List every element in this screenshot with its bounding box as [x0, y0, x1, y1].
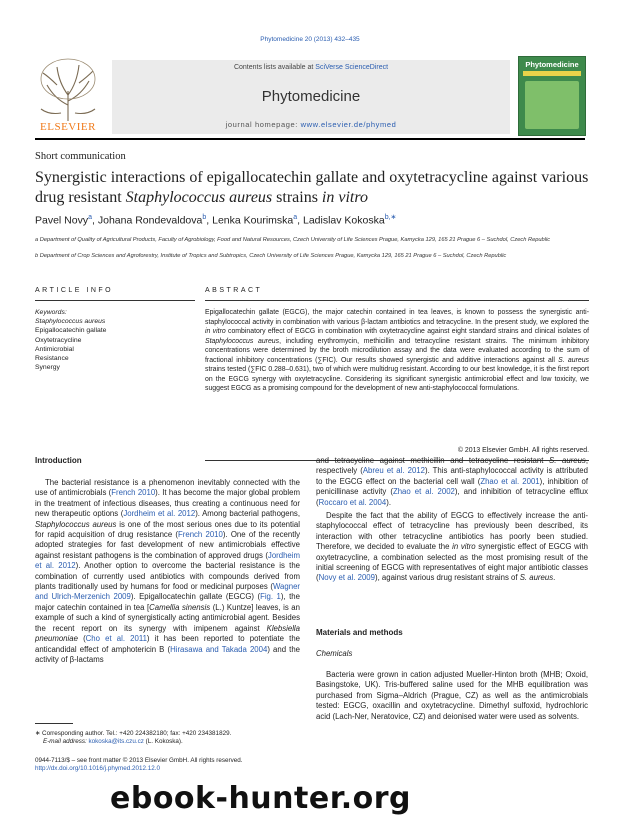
- issn-block: [35, 757, 300, 774]
- text-segment: The bacterial resistance is a phenomenon inevitably connected with the use of antimicrobials (: [35, 478, 300, 498]
- article-type: Short communication: [35, 151, 126, 162]
- journal-reference[interactable]: Phytomedicine 20 (2013) 432–435: [260, 36, 360, 43]
- watermark-text: ebook-hunter.org: [110, 781, 411, 816]
- keyword-item: Resistance: [35, 355, 69, 363]
- text-segment: ). One of the recently adopted strategies for fast development of new antimicrobials effective against resistant pathogens is the combination of approved drugs (: [35, 530, 300, 560]
- citation-link[interactable]: Jordheim et al. 2012: [123, 509, 196, 519]
- citation-link[interactable]: Cho et al. 2011: [85, 634, 147, 644]
- text-segment: ). This anti-staphylococcal activity is attributed to the EGCG effect on the bacterial cell wall (: [316, 466, 588, 486]
- text-segment: ) it has been reported to potentiate the anticandidal effect of amphotericin B (: [35, 634, 300, 654]
- keyword-item: Epigallocatechin gallate: [35, 327, 107, 335]
- keywords-list: [35, 308, 195, 372]
- corresponding-author-footnote: [35, 730, 300, 747]
- species-name: Camellia sinensis: [149, 602, 211, 612]
- text-segment: ). Epigallocatechin gallate (EGCG) (: [130, 592, 261, 602]
- author-list: Pavel Novy$^a$, Johana Rondevaldova$^b$, Lenka Kourimska$^a$, Ladislav Kokoska$^{b,∗}$: [35, 214, 397, 227]
- text-segment: , respectively (: [316, 456, 589, 476]
- abstract-segment: Epigallocatechin gallate (EGCG), the major catechin contained in tea leaves, is known to possess the synergistic anti-staphylococcal activity in combination with various β-lactam antibiotics and tetracycline. In the present study, we explored the: [205, 309, 589, 326]
- keyword-item: Antimicrobial: [35, 345, 74, 353]
- author-affiliation-mark[interactable]: a: [293, 214, 298, 221]
- text-segment: ). Another option to overcome the bacterial resistance is the combination of currently used antibiotics with compounds derived from plants traditionally used by humans for food or medicinal purposes (: [35, 561, 300, 592]
- text-segment: and tetracycline against methicillin and tetracycline resistant: [316, 456, 550, 465]
- title-species: Staphylococcus aureus: [125, 188, 273, 206]
- introduction-heading: Introduction: [35, 456, 82, 465]
- right-column-body: [316, 456, 588, 584]
- corresponding-author-line: ∗ Corresponding author. Tel.: +420 224382180; fax: +420 234381829.: [35, 730, 232, 737]
- author-name[interactable]: Pavel Novy: [35, 214, 89, 227]
- keyword-item: Staphylococcus aureus: [35, 318, 106, 326]
- paragraph: [316, 456, 588, 508]
- invitro-term: in vitro: [452, 542, 476, 552]
- text-segment: ).: [386, 497, 391, 507]
- author-affiliation-mark[interactable]: b: [202, 214, 207, 221]
- citation-link[interactable]: Zhao et al. 2002: [392, 487, 455, 497]
- abstract-segment: , including erythromycin, methicillin and tetracycline resistant strains. The minimum inhibitory concentrations were determined by the broth microdilution assay and the data were evaluated according to the sum of fractional inhibitory concentrations (∑FIC). Our results showed synergistic and additive interactions against all: [205, 337, 590, 364]
- text-segment: is one of the most serious ones due to its potential for rapid acquisition of drug resistance (: [35, 519, 300, 540]
- title-invitro: in vitro: [321, 188, 368, 206]
- text-segment: synergistic effect of EGCG with oxytetracycline, a combination selected as the most promising result of the initial screening of EGCG with representatives of eight major antibiotic classes (: [316, 542, 588, 583]
- email-line: [35, 738, 300, 746]
- chemicals-body: [316, 670, 588, 722]
- article-info-rule: [35, 300, 195, 301]
- elsevier-tree-logo: [35, 55, 101, 123]
- citation-link[interactable]: Hirasawa and Takada 2004: [170, 644, 268, 654]
- author-name[interactable]: Ladislav Kokoska: [302, 214, 385, 227]
- text-segment: (: [77, 634, 86, 644]
- citation-link[interactable]: Roccaro et al. 2004: [318, 497, 387, 507]
- citation-link[interactable]: French 2010: [178, 530, 223, 540]
- homepage-link[interactable]: www.elsevier.de/phymed: [300, 120, 397, 129]
- abstract-species: Staphylococcus aureus: [205, 337, 280, 345]
- text-segment: ). Among bacterial pathogens,: [195, 509, 300, 519]
- species-name: Klebsiella pneumoniae: [35, 623, 300, 644]
- abstract-invitro: in vitro: [205, 328, 226, 335]
- publisher-name: ELSEVIER: [40, 121, 96, 133]
- title-part-1: Synergistic interactions of epigallocatechin gallate and oxytetracycline against various drug resistant: [35, 169, 589, 206]
- title-part-2: strains: [272, 188, 322, 206]
- affiliation-b: b Department of Crop Sciences and Agroforestry, Institute of Tropics and Subtropics, Czech University of Life Sciences Prague, Kamycka 129, 165 21 Prague 6 – Suchdol, Czech Republic: [35, 253, 507, 259]
- text-segment: ). It has become the major global problem in the treatment of infectious diseases, thus creating a continuous need for new therapeutic options (: [35, 488, 300, 519]
- citation-link[interactable]: Abreu et al. 2012: [362, 466, 425, 476]
- abstract-text: [205, 308, 589, 394]
- paragraph: Bacteria were grown in cation adjusted Mueller-Hinton broth (MHB; Oxoid, Basingstoke, UK). Tris-buffered saline used for the MHB equilibration was purchased from Sigma–Aldrich (Prague, CZ) as well as the antimicrobials tested: EGCG, oxacillin and oxytetracycline. Dimethyl sulfoxid, hydrochloric acid (Lach-Ner, Neratovice, CZ) and deionised water were used as solvents.: [316, 670, 588, 721]
- materials-methods-heading: Materials and methods: [316, 628, 403, 637]
- abstract-segment: strains tested (∑FIC 0.288–0.631), two of which were multidrug resistant. According to our best knowledge, it is the first report on the EGCG synergy with oxytetracycline. Considering its significant synergistic antimicrobial effect and low toxicity, we suggest EGCG as a promising compound for the development of new anti-staphylococcal formulations.: [205, 366, 589, 392]
- cover-band: [523, 71, 581, 76]
- journal-title: Phytomedicine: [261, 88, 361, 105]
- contents-prefix: Contents lists available at: [233, 64, 316, 71]
- keyword-item: Synergy: [35, 364, 60, 372]
- text-segment: ), inhibition of penicillinase activity (: [316, 476, 589, 497]
- paragraph: [316, 511, 588, 584]
- sciencedirect-link[interactable]: SciVerse ScienceDirect: [315, 64, 389, 71]
- cover-plant-image: [525, 81, 579, 129]
- text-segment: (L.) Kuntze] leaves, is an example of such a kind of synergistically acting antimicrobial agent. Besides the recent report on its synergy with imipenem against: [35, 602, 300, 633]
- author-affiliation-mark[interactable]: a: [88, 214, 93, 221]
- citation-link[interactable]: Wagner and Ulrich-Merzenich 2009: [35, 582, 300, 602]
- email-suffix: (L. Kokoska).: [143, 738, 183, 746]
- text-segment: ), against various drug resistant strains of: [374, 573, 520, 583]
- author-name[interactable]: Lenka Kourimska: [212, 214, 294, 227]
- cover-title: Phytomedicine: [525, 60, 579, 69]
- affiliation-a: a Department of Quality of Agricultural Products, Faculty of Agrobiology, Food and Natural Resources, Czech University of Life Sciences Prague, Kamycka 129, 165 21 Prague 6 – Suchdol, Czech Republic: [35, 237, 551, 243]
- introduction-body: [35, 478, 300, 665]
- text-segment: ), the major catechin contained in tea [: [35, 592, 300, 612]
- email-link[interactable]: kokoska@its.czu.cz: [88, 738, 144, 746]
- citation-link[interactable]: Zhao et al. 2001: [480, 476, 540, 486]
- text-segment: Despite the fact that the ability of EGCG to effectively increase the anti-staphylococcal effect of tetracycline has previously been described, its interaction with other tetracycline antibiotics has poorly been studied. Therefore, we decided to evaluate the: [316, 511, 588, 552]
- citation-link[interactable]: Novy et al. 2009: [318, 573, 375, 583]
- citation-link[interactable]: Jordheim et al. 2012: [35, 550, 300, 571]
- doi-link[interactable]: http://dx.doi.org/10.1016/j.phymed.2012.12.0: [35, 765, 160, 773]
- author-affiliation-mark[interactable]: b,∗: [384, 214, 397, 221]
- paragraph: [35, 478, 300, 665]
- email-label: E-mail address:: [43, 738, 89, 746]
- keywords-heading: Keywords:: [35, 309, 67, 316]
- issn-line: 0944-7113/$ – see front matter © 2013 Elsevier GmbH. All rights reserved.: [35, 757, 243, 764]
- abstract-label: ABSTRACT: [205, 287, 263, 294]
- author-name[interactable]: Johana Rondevaldova: [97, 214, 203, 227]
- text-segment: ) and the activity of β-lactams: [35, 644, 300, 664]
- keyword-item: Oxytetracycline: [35, 336, 82, 344]
- species-name: S. aureus: [549, 456, 586, 465]
- citation-link[interactable]: French 2010: [111, 488, 156, 498]
- chemicals-heading: Chemicals: [316, 649, 353, 658]
- copyright-notice: © 2013 Elsevier GmbH. All rights reserved.: [457, 447, 589, 454]
- header-rule: [35, 138, 585, 140]
- species-name: S. aureus: [519, 573, 554, 583]
- abstract-species: S. aureus: [558, 356, 589, 364]
- species-name: Staphylococcus aureus: [35, 519, 117, 529]
- paper-title: [35, 168, 590, 207]
- homepage-line: [112, 120, 510, 129]
- text-segment: .: [553, 573, 556, 583]
- text-segment: ), and inhibition of tetracycline efflux (: [316, 487, 588, 507]
- contents-line: [112, 64, 510, 71]
- homepage-prefix: journal homepage:: [225, 120, 301, 129]
- figure-link[interactable]: Fig. 1: [260, 592, 281, 602]
- abstract-segment: combinatory effect of EGCG in combination with oxytetracycline against eight standard strains and clinical isolates of: [225, 328, 589, 335]
- journal-cover-image[interactable]: [518, 56, 586, 136]
- article-info-label: ARTICLE INFO: [35, 287, 114, 294]
- abstract-rule: [205, 300, 589, 301]
- footnote-rule: [35, 723, 73, 724]
